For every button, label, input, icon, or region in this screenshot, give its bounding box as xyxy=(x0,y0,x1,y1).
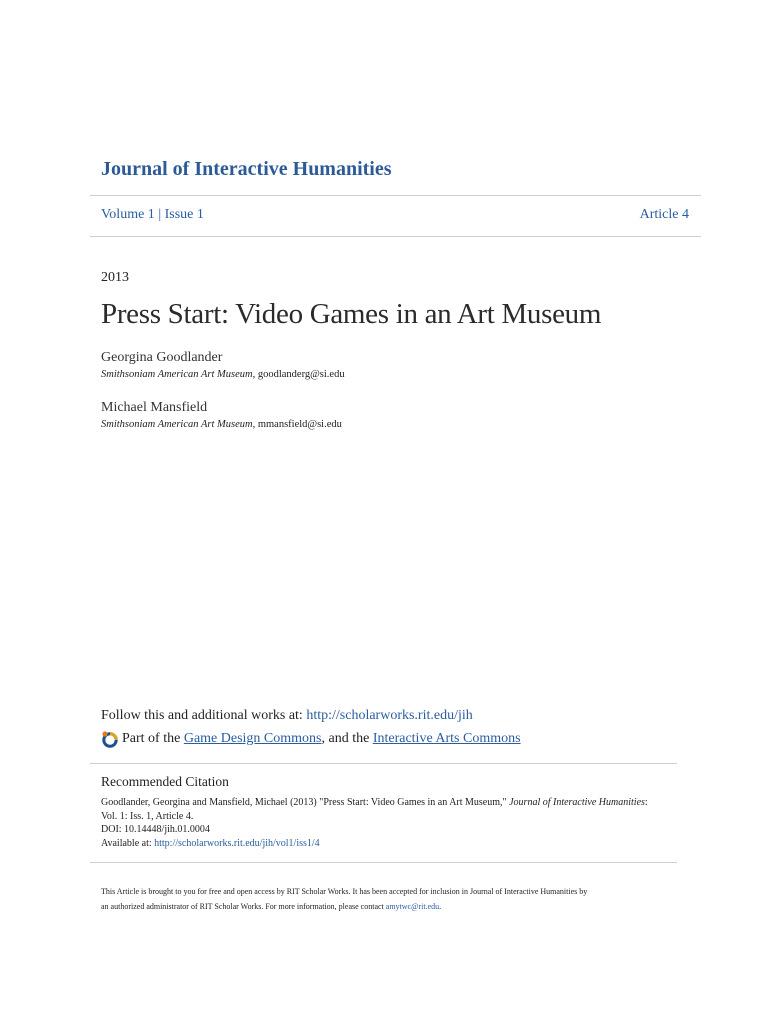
interactive-arts-commons-link[interactable]: Interactive Arts Commons xyxy=(372,731,521,746)
citation-body xyxy=(101,796,671,850)
divider xyxy=(90,236,701,237)
issue-bar xyxy=(101,207,689,223)
citation-volume: Vol. 1: Iss. 1, Article 4. xyxy=(101,810,194,822)
citation-journal: Journal of Interactive Humanities xyxy=(509,797,645,808)
part-of-prefix: Part of the xyxy=(122,731,181,746)
author-block xyxy=(101,350,345,380)
author-name: Georgina Goodlander xyxy=(101,350,223,365)
available-label: Available at: xyxy=(101,837,155,849)
publication-year: 2013 xyxy=(101,270,129,285)
citation-available xyxy=(101,837,671,851)
affiliation-name: Smithsoniam American Art Museum xyxy=(101,369,253,380)
available-url-link[interactable]: http://scholarworks.rit.edu/jih/vol1/iss1/4 xyxy=(154,837,320,849)
bepress-commons-icon xyxy=(101,730,119,748)
affiliation-name: Smithsoniam American Art Museum xyxy=(101,419,253,430)
footer-line: This Article is brought to you for free and open access by RIT Scholar Works. It has been accepted for inclusion in Journal of Interactive Humanities by xyxy=(101,887,588,896)
article-number-link[interactable]: Article 4 xyxy=(639,207,689,222)
citation-text: Goodlander, Georgina and Mansfield, Michael (2013) "Press Start: Video Games in an Art Museum," xyxy=(101,797,510,808)
author-email: , goodlanderg@si.edu xyxy=(252,369,345,380)
article-title: Press Start: Video Games in an Art Museum xyxy=(101,298,602,330)
divider xyxy=(90,195,701,196)
divider xyxy=(90,862,677,863)
author-affiliation xyxy=(101,419,342,430)
footer-text: an authorized administrator of RIT Scholar Works. For more information, please contact xyxy=(101,902,386,911)
part-of-middle: , and the xyxy=(321,731,370,746)
footer-end: . xyxy=(439,902,442,911)
game-design-commons-link[interactable]: Game Design Commons xyxy=(183,731,322,746)
volume-link[interactable]: Volume 1 xyxy=(101,207,155,222)
footer-notice xyxy=(101,884,671,914)
follow-url-link[interactable]: http://scholarworks.rit.edu/jih xyxy=(306,708,473,723)
citation-heading: Recommended Citation xyxy=(101,774,229,789)
author-block xyxy=(101,400,342,430)
follow-text: Follow this and additional works at: xyxy=(101,708,307,723)
author-email: , mmansfield@si.edu xyxy=(252,419,342,430)
citation-punct: : xyxy=(644,797,648,808)
separator: | xyxy=(158,207,162,222)
citation-line xyxy=(101,796,671,810)
volume-issue xyxy=(101,207,204,223)
footer-line xyxy=(101,899,671,914)
divider xyxy=(90,763,677,764)
follow-line xyxy=(101,708,473,724)
author-affiliation xyxy=(101,369,345,380)
author-name: Michael Mansfield xyxy=(101,400,208,415)
journal-title[interactable]: Journal of Interactive Humanities xyxy=(101,158,392,180)
issue-link[interactable]: Issue 1 xyxy=(164,207,204,222)
part-of-line xyxy=(101,730,521,748)
citation-doi: DOI: 10.14448/jih.01.0004 xyxy=(101,824,210,835)
contact-email-link[interactable]: amytwc@rit.edu xyxy=(385,902,440,911)
